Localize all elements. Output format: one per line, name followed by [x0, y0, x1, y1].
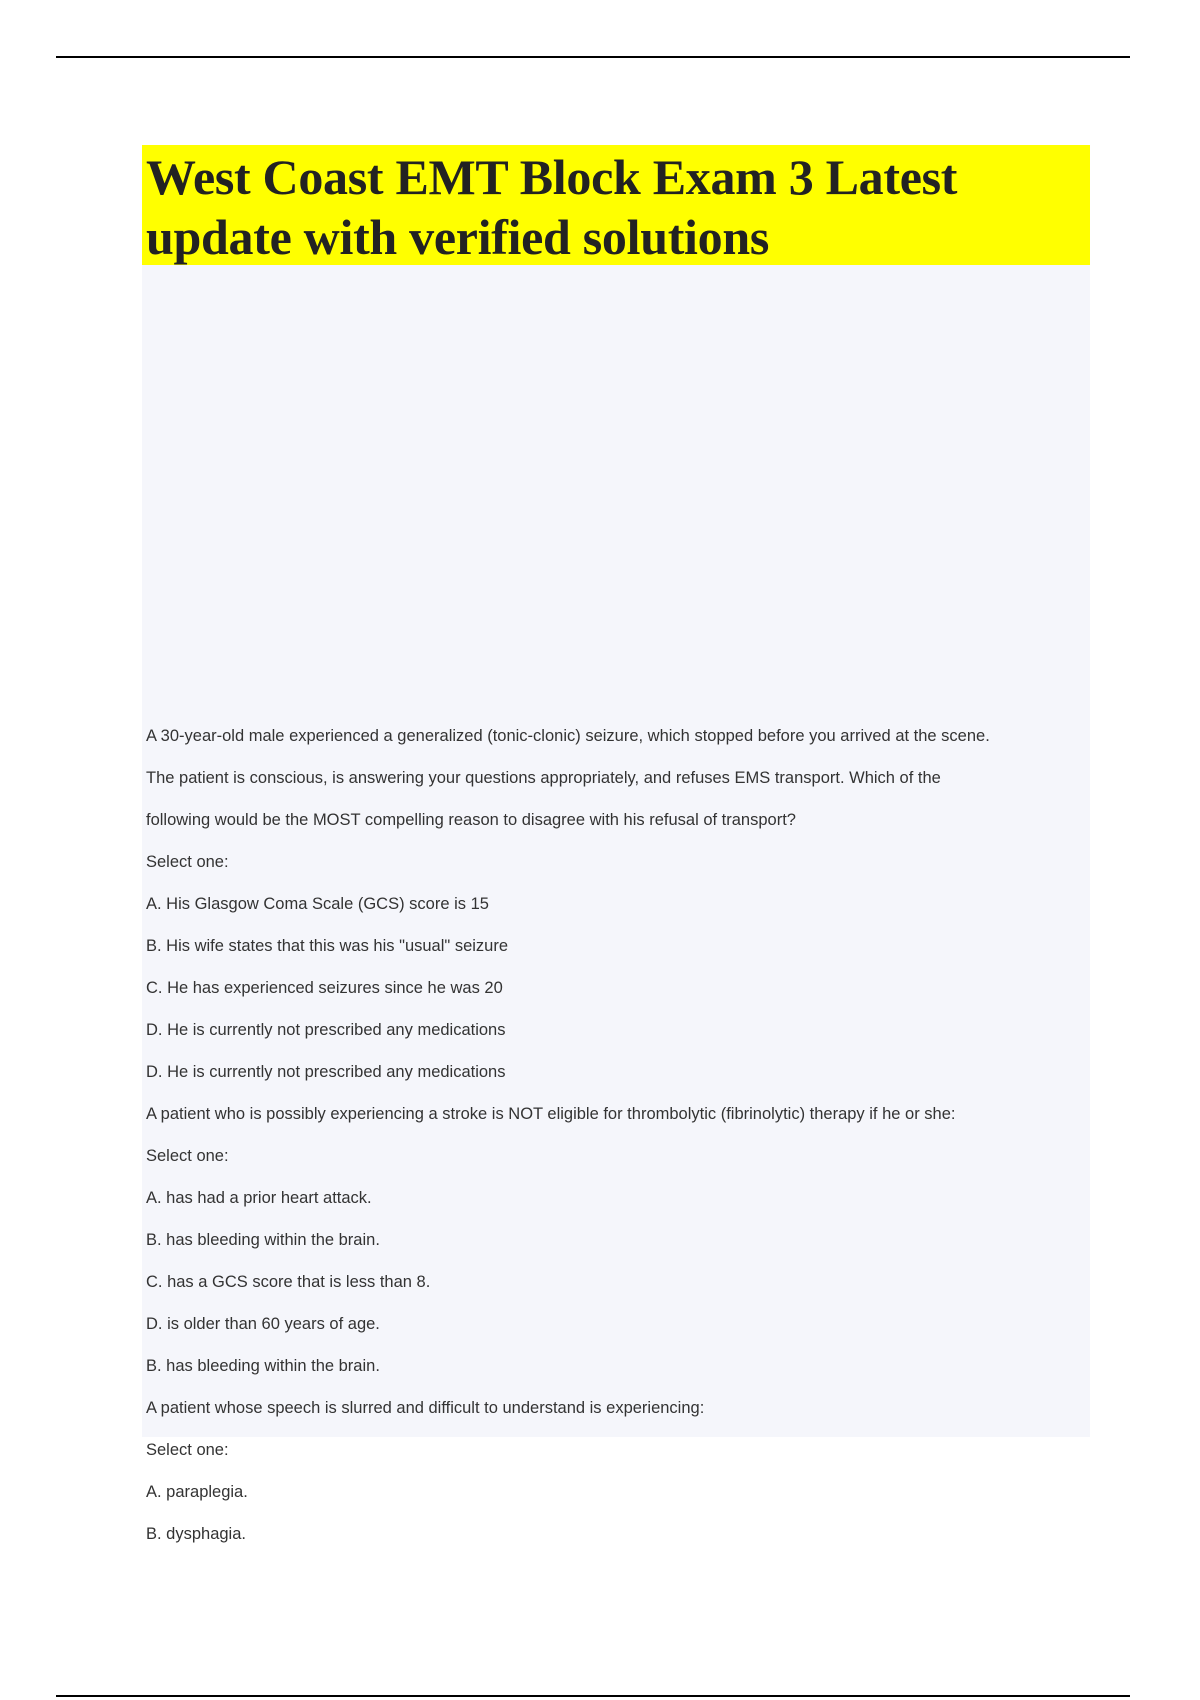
question-1-text-line-1: A 30-year-old male experienced a generalized (tonic-clonic) seizure, which stopped before you arrived at the scene. — [146, 727, 990, 745]
question-2-option-c: C. has a GCS score that is less than 8. — [146, 1273, 431, 1291]
title-line-1: West Coast EMT Block Exam 3 Latest — [146, 149, 958, 205]
question-1-option-d: D. He is currently not prescribed any medications — [146, 1021, 506, 1039]
question-2-select-one: Select one: — [146, 1147, 229, 1165]
title-highlight — [142, 145, 1090, 265]
question-3-text: A patient whose speech is slurred and difficult to understand is experiencing: — [146, 1399, 705, 1417]
question-2-answer: B. has bleeding within the brain. — [146, 1357, 380, 1375]
top-divider — [56, 56, 1130, 58]
question-3-select-one: Select one: — [146, 1441, 229, 1459]
question-1-text-line-2: The patient is conscious, is answering your questions appropriately, and refuses EMS transport. Which of the — [146, 769, 941, 787]
question-2-option-d: D. is older than 60 years of age. — [146, 1315, 380, 1333]
document-content — [142, 145, 1090, 1543]
question-1-select-one: Select one: — [146, 853, 229, 871]
title-line-2: update with verified solutions — [146, 209, 770, 265]
question-list — [142, 265, 1090, 1555]
question-2-option-a: A. has had a prior heart attack. — [146, 1189, 372, 1207]
question-1-option-b: B. His wife states that this was his "usual" seizure — [146, 937, 509, 955]
question-2-text: A patient who is possibly experiencing a stroke is NOT eligible for thrombolytic (fibrinolytic) therapy if he or she: — [146, 1105, 956, 1123]
question-3-option-a: A. paraplegia. — [146, 1483, 248, 1501]
question-3-option-b: B. dysphagia. — [146, 1525, 246, 1543]
question-2-option-b: B. has bleeding within the brain. — [146, 1231, 380, 1249]
document-title — [146, 147, 1086, 267]
question-1-option-a: A. His Glasgow Coma Scale (GCS) score is 15 — [146, 895, 489, 913]
question-1-text-line-3: following would be the MOST compelling reason to disagree with his refusal of transport? — [146, 811, 796, 829]
question-1-answer: D. He is currently not prescribed any medications — [146, 1063, 506, 1081]
bottom-divider — [56, 1695, 1130, 1697]
question-1-option-c: C. He has experienced seizures since he was 20 — [146, 979, 503, 997]
